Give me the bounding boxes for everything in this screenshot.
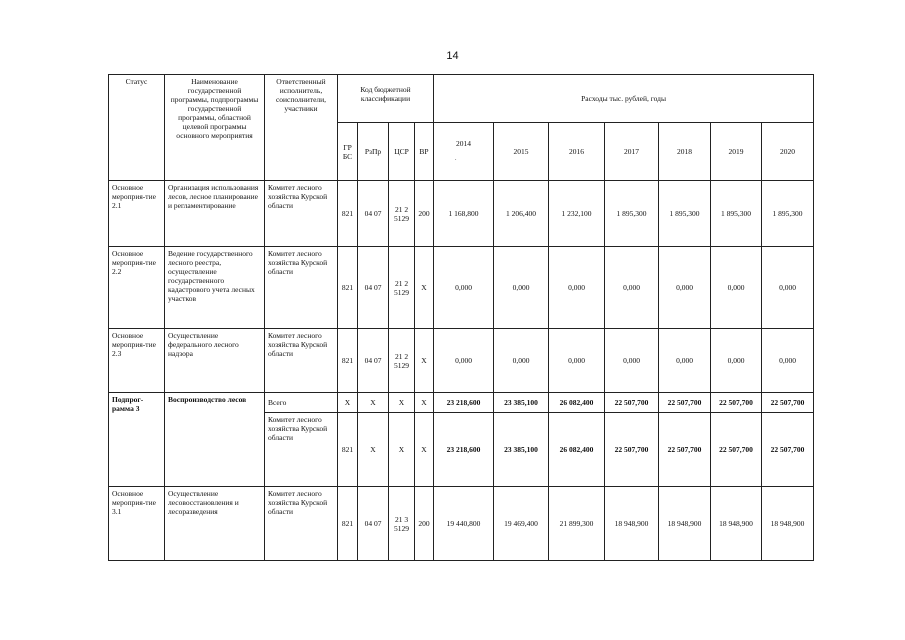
row-value-2015: 0,000 xyxy=(494,329,549,393)
row-rzpr: Х xyxy=(358,393,389,413)
row-responsible: Комитет лесного хозяйства Курской области xyxy=(265,181,338,247)
header-vr: ВР xyxy=(415,123,434,181)
table-row xyxy=(109,181,814,247)
header-status: Статус xyxy=(109,75,165,181)
row-value-2015: 23 385,100 xyxy=(494,413,549,487)
row-value-2020: 0,000 xyxy=(762,329,814,393)
header-responsible: Ответственный исполнитель, соисполнители, участники xyxy=(265,75,338,181)
row-value-2014: 23 218,600 xyxy=(434,413,494,487)
subprogram-total-label: Всего xyxy=(265,393,338,413)
header-row-1 xyxy=(109,75,814,123)
table-row xyxy=(109,487,814,561)
row-value-2016: 0,000 xyxy=(549,329,605,393)
page-number: 14 xyxy=(446,50,459,62)
row-value-2020: 22 507,700 xyxy=(762,413,814,487)
row-csr: 21 2 5129 xyxy=(389,329,415,393)
row-value-2017: 22 507,700 xyxy=(605,413,659,487)
row-csr: Х xyxy=(389,413,415,487)
row-status: Основное мероприя-тие 2.2 xyxy=(109,247,165,329)
row-grbs: 821 xyxy=(338,413,358,487)
row-csr: Х xyxy=(389,393,415,413)
row-value-2014: 0,000 xyxy=(434,329,494,393)
row-value-2018: 18 948,900 xyxy=(659,487,711,561)
header-grbs: ГР БС xyxy=(338,123,358,181)
header-year-2017: 2017 xyxy=(605,123,659,181)
row-value-2018: 22 507,700 xyxy=(659,393,711,413)
row-value-2014: 0,000 xyxy=(434,247,494,329)
subprogram-name: Воспроизводство лесов xyxy=(165,393,265,487)
row-grbs: 821 xyxy=(338,247,358,329)
header-year-2020: 2020 xyxy=(762,123,814,181)
row-value-2014: 19 440,800 xyxy=(434,487,494,561)
header-budget-code: Код бюджетной классификации xyxy=(338,75,434,123)
row-value-2019: 0,000 xyxy=(711,329,762,393)
row-value-2019: 1 895,300 xyxy=(711,181,762,247)
row-value-2016: 0,000 xyxy=(549,247,605,329)
header-rzpr: РзПр xyxy=(358,123,389,181)
row-value-2020: 1 895,300 xyxy=(762,181,814,247)
row-value-2016: 26 082,400 xyxy=(549,393,605,413)
row-vr: Х xyxy=(415,247,434,329)
row-value-2017: 22 507,700 xyxy=(605,393,659,413)
row-grbs: 821 xyxy=(338,487,358,561)
row-value-2017: 1 895,300 xyxy=(605,181,659,247)
row-responsible: Комитет лесного хозяйства Курской области xyxy=(265,413,338,487)
row-rzpr: 04 07 xyxy=(358,487,389,561)
subprogram-status: Подпрог-рамма 3 xyxy=(109,393,165,487)
row-value-2019: 22 507,700 xyxy=(711,413,762,487)
row-value-2020: 18 948,900 xyxy=(762,487,814,561)
row-value-2020: 0,000 xyxy=(762,247,814,329)
table-row xyxy=(109,329,814,393)
budget-table xyxy=(108,74,814,561)
subprogram-total-row xyxy=(109,393,814,413)
row-csr: 21 2 5129 xyxy=(389,247,415,329)
row-value-2017: 0,000 xyxy=(605,329,659,393)
row-value-2019: 0,000 xyxy=(711,247,762,329)
row-value-2019: 18 948,900 xyxy=(711,487,762,561)
row-value-2015: 23 385,100 xyxy=(494,393,549,413)
row-status: Основное мероприя-тие 3.1 xyxy=(109,487,165,561)
header-year-2014: 2014 . xyxy=(434,123,494,181)
row-value-2014: 23 218,600 xyxy=(434,393,494,413)
row-value-2016: 1 232,100 xyxy=(549,181,605,247)
row-name: Осуществление федерального лесного надзора xyxy=(165,329,265,393)
row-responsible: Комитет лесного хозяйства Курской области xyxy=(265,329,338,393)
row-name: Осуществление лесовосстановления и лесоразведения xyxy=(165,487,265,561)
row-value-2018: 22 507,700 xyxy=(659,413,711,487)
row-value-2016: 26 082,400 xyxy=(549,413,605,487)
header-expenses: Расходы тыс. рублей, годы xyxy=(434,75,814,123)
row-csr: 21 2 5129 xyxy=(389,181,415,247)
header-name: Наименование государственной программы, подпрограммы государственной программы, областной целевой программы основного мероприятия xyxy=(165,75,265,181)
row-grbs: 821 xyxy=(338,181,358,247)
row-value-2017: 0,000 xyxy=(605,247,659,329)
row-responsible: Комитет лесного хозяйства Курской области xyxy=(265,487,338,561)
row-rzpr: 04 07 xyxy=(358,247,389,329)
row-vr: Х xyxy=(415,329,434,393)
row-vr: 200 xyxy=(415,487,434,561)
row-value-2015: 19 469,400 xyxy=(494,487,549,561)
header-csr: ЦСР xyxy=(389,123,415,181)
row-status: Основное мероприя-тие 2.3 xyxy=(109,329,165,393)
row-value-2018: 0,000 xyxy=(659,247,711,329)
header-year-2016: 2016 xyxy=(549,123,605,181)
row-status: Основное мероприя-тие 2.1 xyxy=(109,181,165,247)
row-vr: Х xyxy=(415,393,434,413)
row-value-2014: 1 168,800 xyxy=(434,181,494,247)
row-value-2015: 1 206,400 xyxy=(494,181,549,247)
row-name: Ведение государственного лесного реестра, осуществление государственного кадастрового учета лесных участков xyxy=(165,247,265,329)
row-value-2015: 0,000 xyxy=(494,247,549,329)
row-value-2016: 21 899,300 xyxy=(549,487,605,561)
table-row xyxy=(109,247,814,329)
row-value-2019: 22 507,700 xyxy=(711,393,762,413)
row-value-2020: 22 507,700 xyxy=(762,393,814,413)
row-grbs: Х xyxy=(338,393,358,413)
row-responsible: Комитет лесного хозяйства Курской области xyxy=(265,247,338,329)
row-rzpr: 04 07 xyxy=(358,181,389,247)
header-year-2015: 2015 xyxy=(494,123,549,181)
row-value-2018: 0,000 xyxy=(659,329,711,393)
row-vr: 200 xyxy=(415,181,434,247)
row-value-2017: 18 948,900 xyxy=(605,487,659,561)
row-rzpr: 04 07 xyxy=(358,329,389,393)
row-value-2018: 1 895,300 xyxy=(659,181,711,247)
row-vr: Х xyxy=(415,413,434,487)
row-grbs: 821 xyxy=(338,329,358,393)
row-name: Организация использования лесов, лесное планирование и регламентирование xyxy=(165,181,265,247)
row-rzpr: Х xyxy=(358,413,389,487)
header-year-2019: 2019 xyxy=(711,123,762,181)
header-year-2018: 2018 xyxy=(659,123,711,181)
row-csr: 21 3 5129 xyxy=(389,487,415,561)
